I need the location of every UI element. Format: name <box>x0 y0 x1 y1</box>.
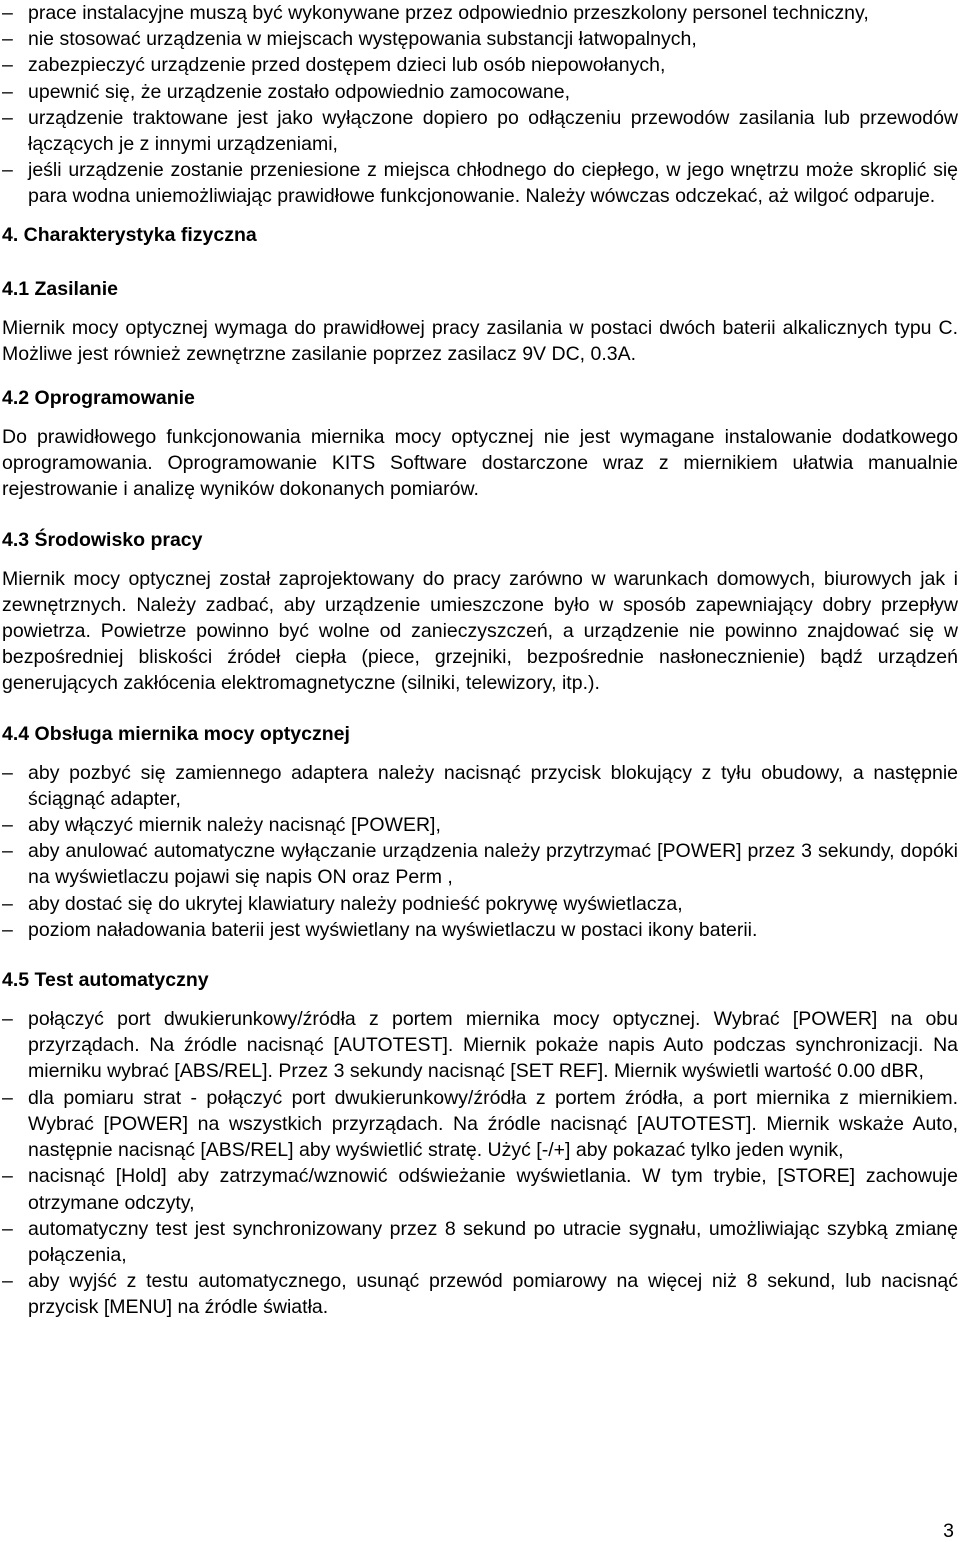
list-item-text: dla pomiaru strat - połączyć port dwukierunkowy/źródła z portem źródła, a port miernika z miernikiem. Wybrać [POWER] na wszystkich przyrządach. Na źródle nacisnąć [AUTOTEST]. Miernik wskaże Auto, następnie nacisnąć [ABS/REL] aby wyświetlić stratę. Użyć [-/+] aby pokazać tylko jeden wynik, <box>28 1086 958 1162</box>
list-item <box>2 891 958 917</box>
safety-list <box>2 0 958 210</box>
section-4-5-heading: 4.5 Test automatyczny <box>2 969 209 992</box>
list-item <box>2 0 958 26</box>
dash-bullet: – <box>2 1086 13 1109</box>
autotest-list <box>2 1006 958 1320</box>
list-item <box>2 812 958 838</box>
list-item-text: automatyczny test jest synchronizowany przez 8 sekund po utracie sygnału, umożliwiając szybką zmianę połączenia, <box>28 1217 958 1266</box>
dash-bullet: – <box>2 892 13 915</box>
dash-bullet: – <box>2 1217 13 1240</box>
list-item <box>2 157 958 209</box>
section-4-1-heading: 4.1 Zasilanie <box>2 277 118 300</box>
section-4-4-heading: 4.4 Obsługa miernika mocy optycznej <box>2 722 350 745</box>
list-item <box>2 760 958 812</box>
section-4-3-heading: 4.3 Środowisko pracy <box>2 528 203 551</box>
section-4-2-heading: 4.2 Oprogramowanie <box>2 387 195 410</box>
section-4-heading: 4. Charakterystyka fizyczna <box>2 223 257 246</box>
dash-bullet: – <box>2 54 13 77</box>
document-body <box>2 0 958 1321</box>
page-number: 3 <box>943 1520 954 1542</box>
list-item-text: aby anulować automatyczne wyłączanie urządzenia należy przytrzymać [POWER] przez 3 sekundy, dopóki na wyświetlaczu pojawi się napis ON oraz Perm , <box>28 840 958 889</box>
list-item <box>2 1006 958 1085</box>
list-item <box>2 1216 958 1268</box>
list-item <box>2 917 958 943</box>
list-item-text: aby pozbyć się zamiennego adaptera należy nacisnąć przycisk blokujący z tyłu obudowy, a następnie ściągnąć adapter, <box>28 761 958 810</box>
list-item-text: aby dostać się do ukrytej klawiatury należy podnieść pokrywę wyświetlacza, <box>28 892 683 915</box>
dash-bullet: – <box>2 80 13 103</box>
list-item-text: nacisnąć [Hold] aby zatrzymać/wznowić odświeżanie wyświetlania. W tym trybie, [STORE] zachowuje otrzymane odczyty, <box>28 1165 958 1214</box>
dash-bullet: – <box>2 1008 13 1031</box>
dash-bullet: – <box>2 761 13 784</box>
list-item-text: połączyć port dwukierunkowy/źródła z portem miernika mocy optycznej. Wybrać [POWER] na obu przyrządach. Na źródle nacisnąć [AUTOTEST]. Miernik pokaże napis Auto podczas synchronizacji. Na mierniku wybrać [ABS/REL]. Przez 3 sekundy nacisnąć [SET REF]. Miernik wyświetli wartość 0.00 dBR, <box>28 1008 958 1083</box>
list-item <box>2 52 958 78</box>
list-item-text: aby wyjść z testu automatycznego, usunąć przewód pomiarowy na więcej niż 8 sekund, lub nacisnąć przycisk [MENU] na źródle światła. <box>28 1270 958 1319</box>
section-4-3-text: Miernik mocy optycznej został zaprojektowany do pracy zarówno w warunkach domowych, biurowych jak i zewnętrznych. Należy zadbać, aby urządzenie umieszczone było w sposób zapewniający dobry przepływ powietrza. Powietrze powinno być wolne od zanieczyszczeń, a urządzenie nie powinno znajdować się w bezpośredniej bliskości źródeł ciepła (piece, grzejniki, bezpośrednie nasłonecznienie) bądź urządzeń generujących zakłócenia elektromagnetyczne (silniki, telewizory, itp.). <box>2 567 958 695</box>
dash-bullet: – <box>2 28 13 51</box>
dash-bullet: – <box>2 1270 13 1293</box>
list-item-text: prace instalacyjne muszą być wykonywane przez odpowiednio przeszkolony personel techniczny, <box>28 2 869 24</box>
dash-bullet: – <box>2 918 13 941</box>
list-item-text: poziom naładowania baterii jest wyświetlany na wyświetlaczu w postaci ikony baterii. <box>28 918 758 941</box>
list-item-text: upewnić się, że urządzenie zostało odpowiednio zamocowane, <box>28 80 570 103</box>
list-item <box>2 26 958 52</box>
section-4-1-text: Miernik mocy optycznej wymaga do prawidłowej pracy zasilania w postaci dwóch baterii alkalicznych typu C. Możliwe jest również zewnętrzne zasilanie poprzez zasilacz 9V DC, 0.3A. <box>2 316 958 365</box>
section-4-2-text: Do prawidłowego funkcjonowania miernika mocy optycznej nie jest wymagane instalowanie dodatkowego oprogramowania. Oprogramowanie KITS Software dostarczone wraz z miernikiem ułatwia manualnie rejestrowanie i analizę wyników dokonanych pomiarów. <box>2 426 958 501</box>
dash-bullet: – <box>2 1165 13 1188</box>
list-item <box>2 1085 958 1164</box>
list-item-text: jeśli urządzenie zostanie przeniesione z miejsca chłodnego do ciepłego, w jego wnętrzu może skroplić się para wodna uniemożliwiając prawidłowe funkcjonowanie. Należy wówczas odczekać, aż wilgoć odparuje. <box>28 159 958 208</box>
list-item <box>2 105 958 157</box>
list-item <box>2 1163 958 1215</box>
list-item-text: aby włączyć miernik należy nacisnąć [POWER], <box>28 814 441 837</box>
list-item-text: urządzenie traktowane jest jako wyłączone dopiero po odłączeniu przewodów zasilania lub przewodów łączących je z innymi urządzeniami, <box>28 106 958 156</box>
dash-bullet: – <box>2 159 13 182</box>
dash-bullet: – <box>2 814 13 837</box>
dash-bullet: – <box>2 2 13 24</box>
list-item-text: nie stosować urządzenia w miejscach występowania substancji łatwopalnych, <box>28 28 697 51</box>
list-item <box>2 79 958 105</box>
dash-bullet: – <box>2 840 13 863</box>
list-item <box>2 838 958 890</box>
list-item-text: zabezpieczyć urządzenie przed dostępem dzieci lub osób niepowołanych, <box>28 54 666 77</box>
meter-operation-list <box>2 760 958 943</box>
list-item <box>2 1268 958 1320</box>
dash-bullet: – <box>2 106 13 129</box>
